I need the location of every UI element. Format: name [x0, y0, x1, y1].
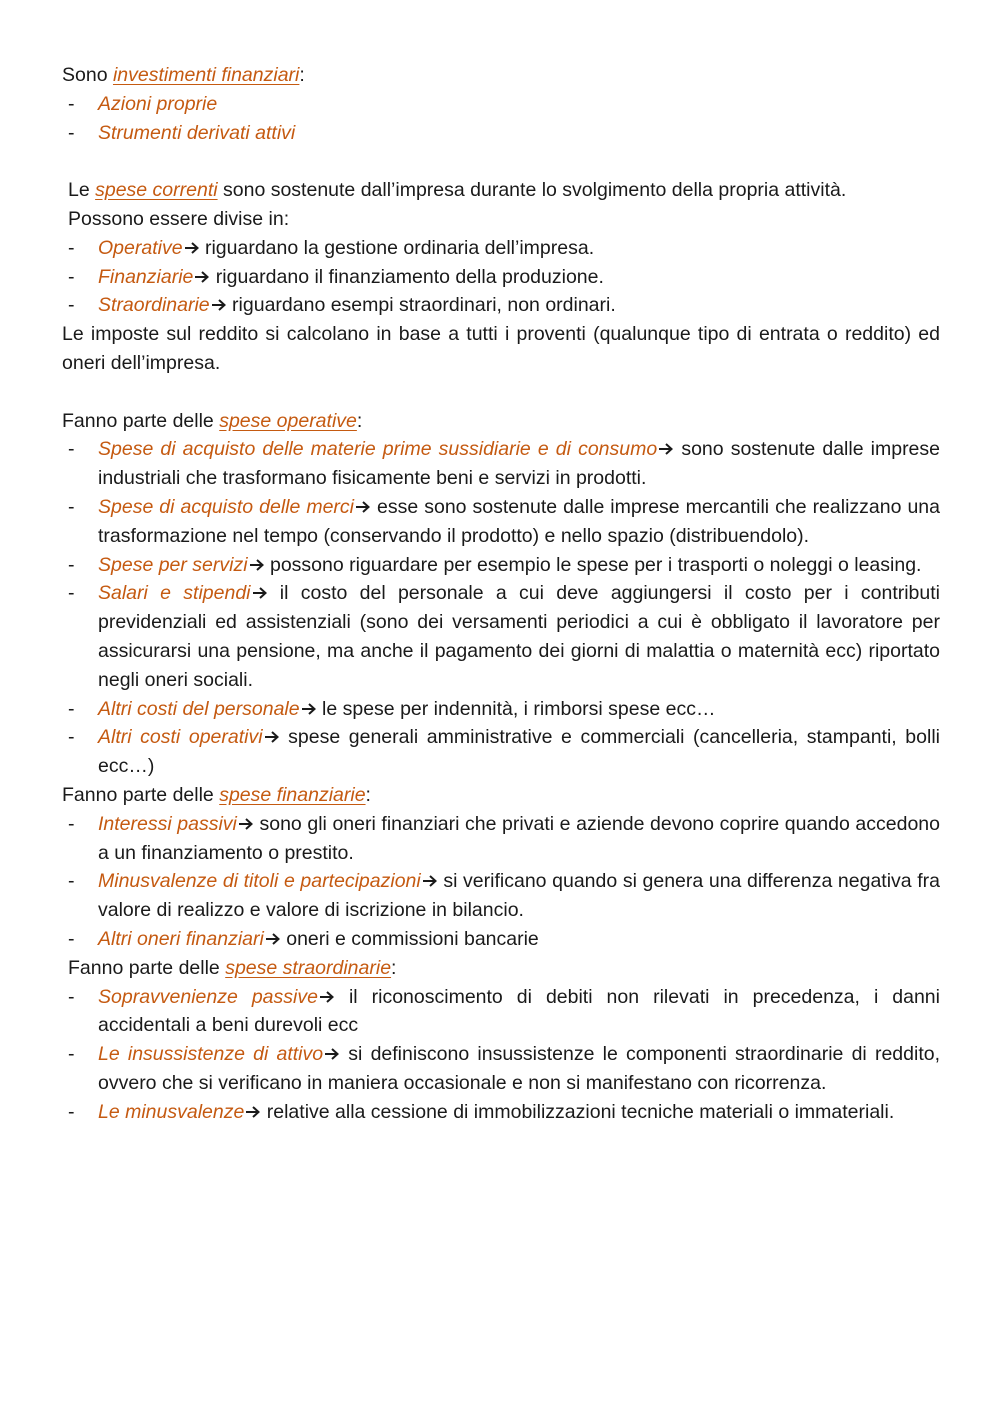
spacer [62, 378, 940, 407]
list-item: - Spese di acquisto delle merci esse sono sostenute dalle imprese mercantili che realizzano una trasformazione nel tempo (conservando il prodotto) e nello spazio (distribuendolo). [62, 493, 940, 551]
list-item: - Salari e stipendi il costo del personale a cui deve aggiungersi il costo per i contributi previdenziali ed assistenziali (sono dei versamenti periodici a cui è obbligato il lavoratore per assicurarsi una pensione, ma anche il pagamento dei giorni di malattia o maternità ecc) riportato negli oneri sociali. [62, 579, 940, 694]
term-spese-finanziarie: spese finanziarie [219, 783, 366, 806]
list-item: - Sopravvenienze passive il riconoscimento di debiti non rilevati in precedenza, i danni accidentali a beni durevoli ecc [62, 983, 940, 1041]
right-arrow-icon [301, 702, 317, 716]
term-spese-correnti: spese correnti [95, 179, 218, 202]
list-item: - Minusvalenze di titoli e partecipazioni si verificano quando si genera una differenza negativa fra valore di realizzo e valore di iscrizione in bilancio. [62, 867, 940, 925]
right-arrow-icon [319, 990, 335, 1004]
list-item: - Altri oneri finanziari oneri e commissioni bancarie [62, 925, 940, 954]
list-item: - Strumenti derivati attivi [62, 119, 940, 148]
right-arrow-icon [264, 730, 280, 744]
operative-list [62, 435, 940, 781]
list-item: - Finanziarie riguardano il finanziamento della produzione. [62, 263, 940, 292]
right-arrow-icon [194, 270, 210, 284]
right-arrow-icon [422, 874, 438, 888]
spacer [62, 147, 940, 176]
imposte-paragraph: Le imposte sul reddito si calcolano in base a tutti i proventi (qualunque tipo di entrata o reddito) ed oneri dell’impresa. [62, 323, 940, 374]
right-arrow-icon [211, 298, 227, 312]
term-investimenti-finanziari: investimenti finanziari [112, 64, 300, 86]
investimenti-list [62, 90, 940, 148]
list-item: - Azioni proprie [62, 90, 940, 119]
right-arrow-icon [245, 1105, 261, 1119]
term-spese-straordinarie: spese straordinarie [225, 956, 392, 979]
term-spese-operative: spese operative [219, 409, 357, 432]
list-item: - Spese per servizi possono riguardare per esempio le spese per i trasporti o noleggi o leasing. [62, 551, 940, 580]
straordinarie-heading: Fanno parte delle spese straordinarie: [68, 956, 397, 979]
list-item: - Operative riguardano la gestione ordinaria dell’impresa. [62, 234, 940, 263]
list-item: - Spese di acquisto delle materie prime sussidiarie e di consumo sono sostenute dalle imprese industriali che trasformano fisicamente beni e servizi in prodotti. [62, 435, 940, 493]
straordinarie-list [62, 983, 940, 1127]
right-arrow-icon [265, 932, 281, 946]
list-item: - Altri costi operativi spese generali amministrative e commerciali (cancelleria, stampanti, bolli ecc…) [62, 723, 940, 781]
right-arrow-icon [355, 500, 371, 514]
list-item: - Le insussistenze di attivo si definiscono insussistenze le componenti straordinarie di reddito, ovvero che si verificano in maniera occasionale e non si manifestano con ricorrenza. [62, 1040, 940, 1098]
finanziarie-heading: Fanno parte delle spese finanziarie: [62, 783, 371, 806]
list-item: - Altri costi del personale le spese per indennità, i rimborsi spese ecc… [62, 695, 940, 724]
finanziarie-list [62, 810, 940, 954]
operative-heading: Fanno parte delle spese operative: [62, 409, 363, 432]
right-arrow-icon [252, 586, 268, 600]
spese-correnti-paragraph: Le spese correnti sono sostenute dall’impresa durante lo svolgimento della propria attività. [68, 179, 847, 202]
list-item: - Straordinarie riguardano esempi straordinari, non ordinari. [62, 291, 940, 320]
right-arrow-icon [249, 558, 265, 572]
right-arrow-icon [238, 817, 254, 831]
investimenti-heading: Sono investimenti finanziari: [62, 64, 305, 86]
right-arrow-icon [658, 442, 674, 456]
list-item: - Le minusvalenze relative alla cessione di immobilizzazioni tecniche materiali o immateriali. [62, 1098, 940, 1127]
spese-correnti-list [62, 234, 940, 320]
spese-correnti-line2: Possono essere divise in: [68, 207, 290, 230]
right-arrow-icon [184, 241, 200, 255]
right-arrow-icon [324, 1047, 340, 1061]
document-body [62, 61, 940, 1126]
list-item: - Interessi passivi sono gli oneri finanziari che privati e aziende devono coprire quando accedono a un finanziamento o prestito. [62, 810, 940, 868]
